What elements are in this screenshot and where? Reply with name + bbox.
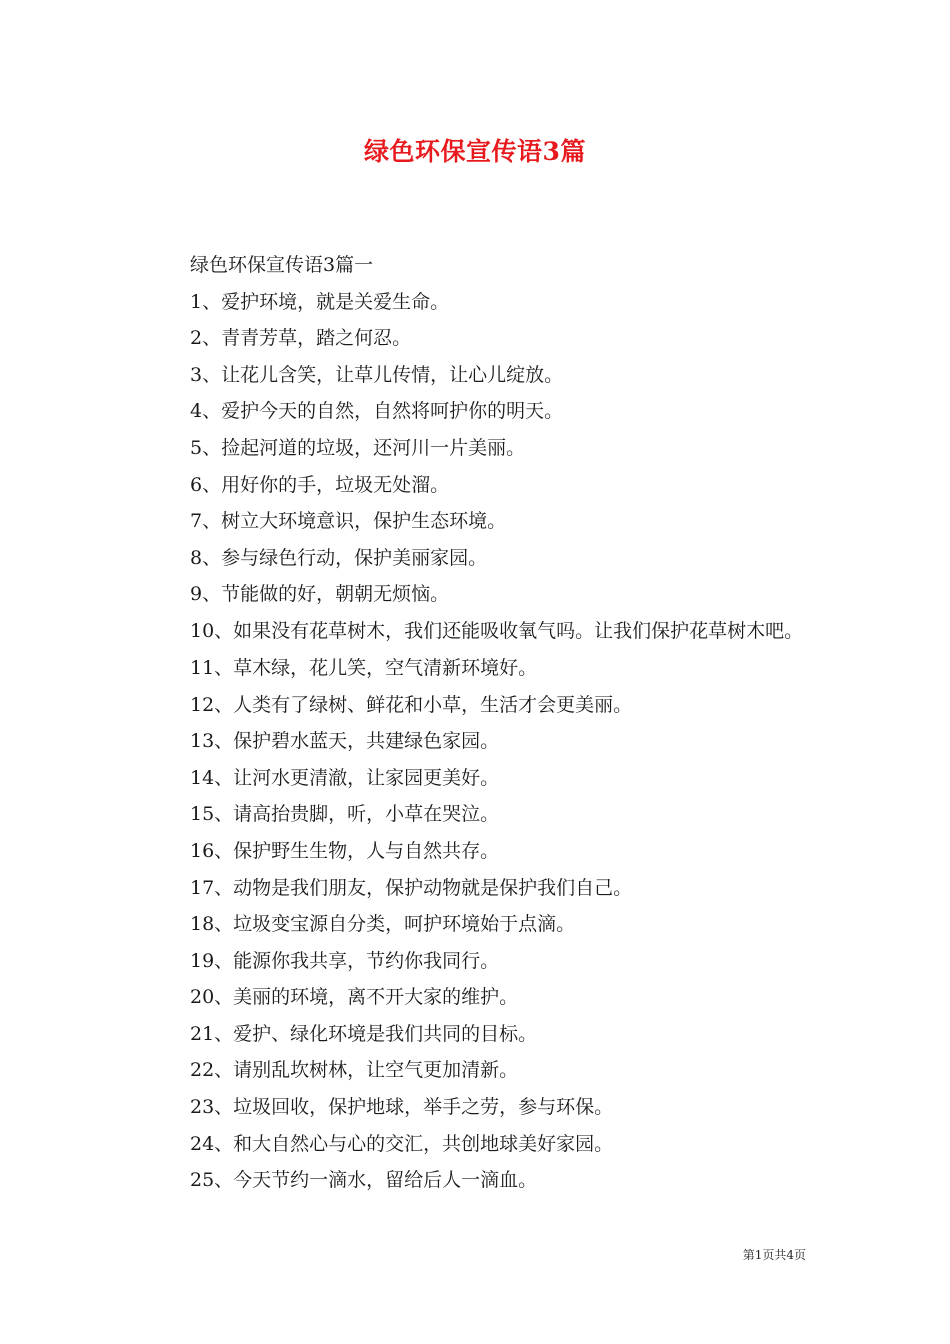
list-item: 3、让花儿含笑，让草儿传情，让心儿绽放。 bbox=[190, 363, 564, 386]
list-item: 19、能源你我共享，节约你我同行。 bbox=[190, 949, 500, 972]
list-item: 9、节能做的好，朝朝无烦恼。 bbox=[190, 583, 450, 606]
list-item: 4、爱护今天的自然，自然将呵护你的明天。 bbox=[190, 400, 564, 423]
list-item: 23、垃圾回收，保护地球，举手之劳，参与环保。 bbox=[190, 1096, 614, 1119]
list-item: 20、美丽的环境，离不开大家的维护。 bbox=[190, 986, 519, 1009]
list-item: 7、树立大环境意识，保护生态环境。 bbox=[190, 510, 507, 533]
list-item: 18、垃圾变宝源自分类，呵护环境始于点滴。 bbox=[190, 913, 576, 936]
list-item: 1、爱护环境，就是关爱生命。 bbox=[190, 290, 450, 313]
list-item: 5、捡起河道的垃圾，还河川一片美丽。 bbox=[190, 436, 526, 459]
list-item: 6、用好你的手，垃圾无处溜。 bbox=[190, 473, 450, 496]
page-number: 第1页共4页 bbox=[742, 1248, 806, 1262]
list-item: 21、爱护、绿化环境是我们共同的目标。 bbox=[190, 1022, 538, 1045]
list-item: 24、和大自然心与心的交汇，共创地球美好家园。 bbox=[190, 1132, 614, 1155]
document-title: 绿色环保宣传语3篇 bbox=[364, 137, 586, 166]
list-item: 2、青青芳草，踏之何忍。 bbox=[190, 327, 412, 350]
list-item: 11、草木绿，花儿笑，空气清新环境好。 bbox=[190, 656, 538, 679]
list-item: 17、动物是我们朋友，保护动物就是保护我们自己。 bbox=[190, 876, 633, 899]
document-body bbox=[146, 247, 816, 1199]
list-item: 8、参与绿色行动，保护美丽家园。 bbox=[190, 546, 488, 569]
list-item: 12、人类有了绿树、鲜花和小草，生活才会更美丽。 bbox=[190, 693, 633, 716]
list-item: 25、今天节约一滴水，留给后人一滴血。 bbox=[190, 1169, 538, 1192]
list-item: 14、让河水更清澈，让家园更美好。 bbox=[190, 766, 500, 789]
list-item: 10、如果没有花草树木，我们还能吸收氧气吗。让我们保护花草树木吧。 bbox=[190, 619, 804, 642]
section-heading: 绿色环保宣传语3篇一 bbox=[190, 254, 374, 276]
list-item: 16、保护野生生物，人与自然共存。 bbox=[190, 839, 500, 862]
list-item: 15、请高抬贵脚，听，小草在哭泣。 bbox=[190, 803, 500, 826]
list-item: 13、保护碧水蓝天，共建绿色家园。 bbox=[190, 730, 500, 753]
list-item: 22、请别乱坎树林，让空气更加清新。 bbox=[190, 1059, 519, 1082]
